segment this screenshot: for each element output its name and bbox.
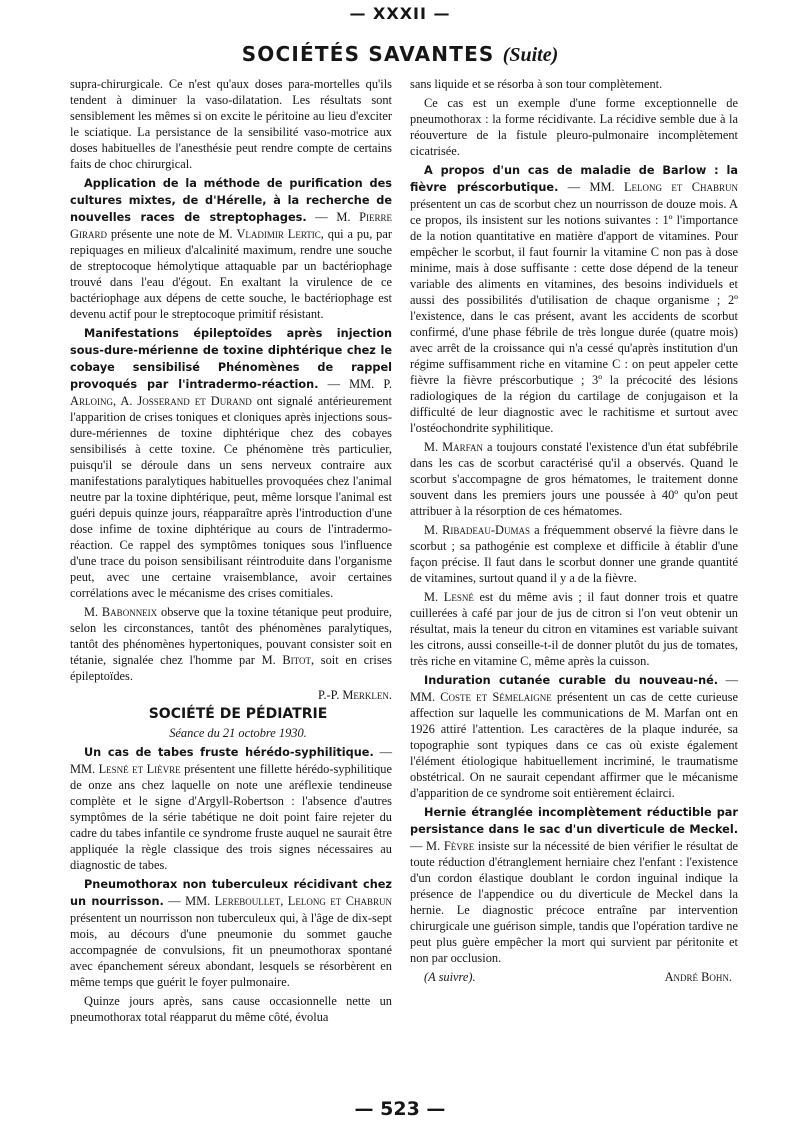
article-title: Pneumothorax non tuberculeux récidivant chez un nourrisson.	[70, 878, 392, 908]
paragraph: M. Lesné est du même avis ; il faut donner trois et quatre cuillerées à café par jour de jus de citron si l'on veut obtenir un résultat, mais la teneur du citron en vitamines est variable suivant les citrons, aussi conseille-t-il de donner plutôt du jus de tomates, très riche en vitamine C, même après la cuisson.	[410, 590, 739, 668]
article-title: Un cas de tabes fruste hérédo-syphilitique.	[84, 746, 374, 759]
article-title: Manifestations épileptoïdes après injection sous-dure-mérienne de toxine diphtérique chez le cobaye sensibilisé Phénomènes de rappel provoqués par l'intradermo-réaction.	[70, 327, 392, 391]
page-number: — 523 —	[354, 1098, 446, 1120]
author-name: Marfan	[442, 440, 484, 454]
section-header	[0, 42, 800, 67]
society-title: SOCIÉTÉ DE PÉDIATRIE	[148, 706, 328, 722]
author-name: Vladimir Lertic	[236, 227, 321, 241]
article-title: Induration cutanée curable du nouveau-né.	[424, 674, 719, 687]
header-title: SOCIÉTÉS SAVANTES	[241, 42, 495, 66]
author-name: Ribadeau-Dumas	[442, 523, 531, 537]
author-names: P. Arloing, A. Josserand et Durand	[70, 377, 392, 408]
author-names: Lelong et Chabrun	[623, 180, 738, 194]
author-name: Fèvre	[443, 839, 475, 853]
article-title: Application de la méthode de purification des cultures mixtes, de d'Hérelle, à la recherche de nouvelles races de streptophages.	[70, 177, 392, 224]
author-name: Babonneix	[101, 605, 158, 619]
paragraph: A propos d'un cas de maladie de Barlow : la fièvre préscorbutique. — MM. Lelong et Chabrun présentent un cas de scorbut chez un nourrisson de douze mois. A ce propos, ils insistent sur les notions suivantes : 1º l'importance de la notion quantitative en matière d'apport de vitamines. Pour empêcher le scorbut, il faut fournir la vitamine C non pas à dose minime, mais à dose suffisante : cette dose dépend de la teneur variable des aliments en vitamines, des besoins individuels et aussi des possibilités d'utilisation de chaque organisme ; 2º l'existence, dans le cas présent, avant les accidents de scorbut confirmé, d'une phase fébrile de très longue durée (quatre mois) avec arrêt de la croissance qui n'a cessé qu'après institution d'un régime suffisamment riche en vitamine C : on peut appeler cette fièvre la fièvre préscorbutique ; 3º la précocité des lésions radiologiques de la région du cartilage de conjugaison et la difficulté de leur diagnostic avec le rachitisme et surtout avec l'ostéochondrite syphilitique.	[410, 164, 738, 435]
right-column	[410, 76, 738, 985]
header-suite: (Suite)	[502, 44, 559, 66]
signature: P.-P. Merklen.	[317, 688, 392, 702]
paragraph: Pneumothorax non tuberculeux récidivant chez un nourrisson. — MM. Lereboullet, Lelong et Chabrun présentent un nourrisson non tuberculeux qui, à l'âge de dix-sept mois, au décours d'une pneumonie du sommet gauche accompagnée de convulsions, fit un pneumothorax spontané avec épanchement séreux abondant, lesquels se résorbèrent en même temps que guérit le foyer pulmonaire.	[70, 878, 392, 989]
paragraph: supra-chirurgicale. Ce n'est qu'aux doses para-mortelles qu'ils tendent à diminuer la vaso-dilatation. Les résultats sont sensiblement les mêmes si on excite le péritoine au lieu d'exciter le sciatique. La persistance de la sensibilité vaso-motrice aux doses habituelles de l'anesthésie peut rendre compte de certains faits de choc chirurgical.	[70, 77, 392, 171]
session-date: Séance du 21 octobre 1930.	[169, 726, 307, 740]
paragraph: Application de la méthode de purification des cultures mixtes, de d'Hérelle, à la recherche de nouvelles races de streptophages. — M. Pierre Girard présente une note de M. Vladimir Lertic, qui a pu, par repiquages en milieux d'alcalinité maximum, rendre une souche de streptocoque hémolytique attaquable par un bactériophage trouvé dans l'eau d'égout. En exaltant la virulence de ce bactériophage aux dépens de cette souche, le bactériophage est devenu actif pour le streptocoque primitif résistant.	[70, 177, 392, 321]
article-title: Hernie étranglée incomplètement réductible par persistance dans le sac d'un diverticule de Meckel.	[410, 806, 738, 836]
author-names: Coste et Sémelaigne	[440, 690, 552, 704]
left-column	[70, 76, 392, 1028]
article-title: A propos d'un cas de maladie de Barlow : la fièvre préscorbutique.	[410, 164, 738, 194]
author-name: Bitot	[282, 653, 311, 667]
paragraph: Hernie étranglée incomplètement réductible par persistance dans le sac d'un diverticule de Meckel. — M. Fèvre insiste sur la nécessité de bien vérifier le résultat de toute réduction d'étranglement herniaire chez l'enfant : l'existence d'un cordon élastique doublant le cordon inguinal indique la présence de l'appendice ou du diverticule de Meckel dans la hernie. Le diagnostic précoce entraîne par intervention chirurgicale une guérison simple, tandis que l'opération tardive ne peut plus guère empêcher la mort qui survient par péritonite et non par occlusion.	[410, 806, 739, 965]
paragraph: Induration cutanée curable du nouveau-né. — MM. Coste et Sémelaigne présentent un cas de cette curieuse affection sur laquelle les communications de M. Marfan ont en 1926 attiré l'attention. Les caractères de la plaque indurée, sa topographie sont typiques dans ce cas où existe également l'élément étiologique habituellement incriminé, le traumatisme obstétrical. On ne saurait cependant affirmer que le mécanisme d'apparition de ce syndrome soit entièrement éclairci.	[410, 673, 739, 800]
article-footer	[410, 969, 738, 985]
paragraph: sans liquide et se résorba à son tour complètement.	[410, 77, 663, 91]
paragraph: Quinze jours après, sans cause occasionnelle nette un pneumothorax total réapparut du même côté, évolua	[70, 994, 392, 1024]
author-name: Lesné	[443, 590, 474, 604]
paragraph: M. Babonneix observe que la toxine tétanique peut produire, selon les circonstances, tantôt des phénomènes paralytiques, tantôt des phénomènes hypertoniques, pouvant consister soit en tétanie, signalée chez l'homme par M. Bitot, soit en crises épileptoïdes.	[70, 605, 392, 683]
paragraph: Un cas de tabes fruste hérédo-syphilitique. — MM. Lesné et Lièvre présentent une fillette hérédo-syphilitique de onze ans chez laquelle on note une aréflexie tendineuse complète et le signe d'Argyll-Robertson : l'absence d'autres symptômes de la série tabétique ne doit point faire rejeter du cadre du tabes infantile ce syndrome fruste auquel ne saurait être appliquée la règle classique des trois signes nécessaires au diagnostic de tabes.	[70, 745, 392, 872]
paragraph: M. Ribadeau-Dumas a fréquemment observé la fièvre dans le scorbut ; sa pathogénie est complexe et difficile à établir d'une façon précise. Il faut dans le scorbut donner une grande quantité de vitamines, surtout quand il y a de la fièvre.	[410, 523, 738, 585]
paragraph: Ce cas est un exemple d'une forme exceptionnelle de pneumothorax : la forme récidivante. La récidive semble due à la réouverture de la fistule pleuro-pulmonaire incomplètement cicatrisée.	[410, 96, 738, 158]
roman-folio: — XXXII —	[349, 4, 451, 23]
paragraph: M. Marfan a toujours constaté l'existence d'un état subfébrile dans les cas de scorbut caractérisé qu'il a observés. Quand le scorbut s'accompagne de gros hématomes, le traitement donne souvent dans les premiers jours une poussée à 40º qu'on peut attribuer à la résorption de ces hématomes.	[410, 440, 738, 518]
author-name: Pierre Girard	[70, 210, 392, 241]
author-names: Lesné et Lièvre	[98, 762, 181, 776]
author-names: Lereboullet, Lelong et Chabrun	[214, 894, 392, 908]
signature: André Bohn.	[664, 970, 732, 984]
to-be-continued: (A suivre).	[424, 970, 476, 984]
paragraph: Manifestations épileptoïdes après injection sous-dure-mérienne de toxine diphtérique chez le cobaye sensibilisé Phénomènes de rappel provoqués par l'intradermo-réaction. — MM. P. Arloing, A. Josserand et Durand ont signalé antérieurement l'apparition de crises toniques et cloniques après injections sous-dure-mériennes de toxine diphtérique chez des cobayes sensibilisés à cette toxine. Ce phénomène très particulier, puisqu'il se déroule dans un sens nerveux contraire aux manifestations paralytiques habituelles provoquées chez l'animal neutre par la toxine diphtérique, peut, même lorsque l'animal est guéri depuis quinze jours, réapparaître après l'introduction d'une dose infime de toxine diphtérique au cours de l'intradermo-réaction. Ce rappel des symptômes toniques sous l'influence d'une trace du poison sensibilisant réintroduite dans l'organisme peut, avec une certaine vraisemblance, avoir certaines corrélations avec le mécanisme des crises comitiales.	[70, 327, 392, 600]
